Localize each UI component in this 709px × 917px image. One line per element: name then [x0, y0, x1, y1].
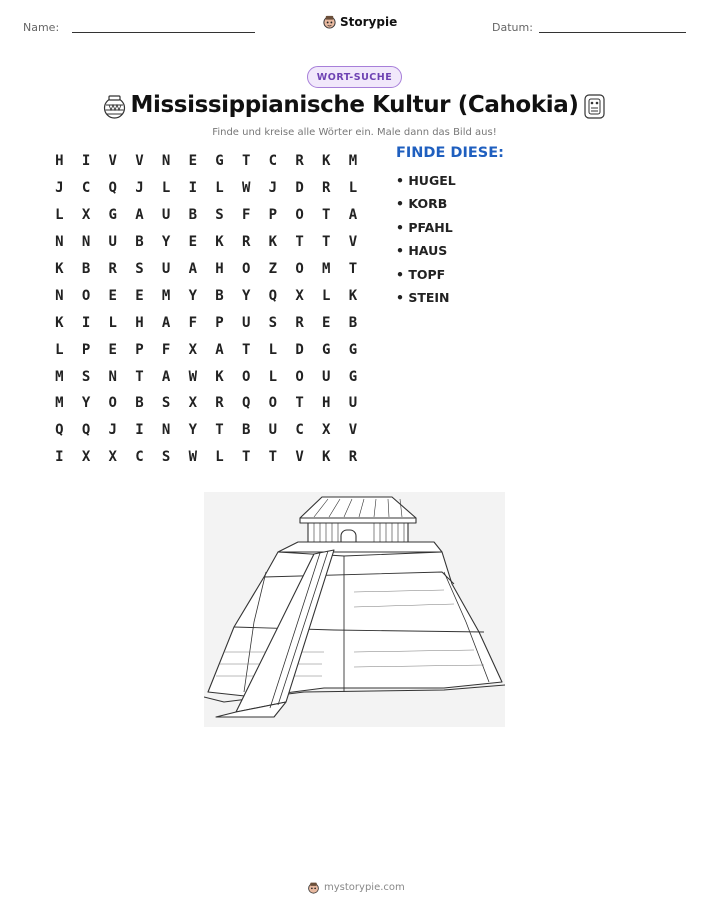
brand-logo [322, 14, 397, 29]
grid-letter[interactable]: F [241, 207, 251, 224]
grid-letter[interactable]: O [295, 207, 304, 224]
grid-letter[interactable]: A [188, 261, 197, 277]
grid-letter[interactable]: O [81, 287, 91, 304]
grid-letter[interactable]: O [295, 368, 304, 385]
grid-letter[interactable]: Q [241, 395, 251, 412]
grid-letter[interactable]: G [348, 341, 358, 358]
grid-letter[interactable]: K [215, 368, 224, 385]
grid-letter[interactable]: H [215, 261, 224, 277]
grid-letter[interactable]: T [295, 395, 304, 412]
grid-letter[interactable]: X [81, 449, 91, 466]
grid-letter[interactable]: A [215, 341, 224, 358]
carved-stone-icon [582, 93, 607, 120]
grid-letter[interactable]: A [161, 314, 171, 331]
grid-letter[interactable]: K [268, 234, 278, 251]
grid-letter[interactable]: I [135, 422, 144, 439]
grid-letter[interactable]: T [268, 449, 278, 466]
grid-letter[interactable]: B [135, 395, 144, 412]
grid-letter[interactable]: Y [188, 287, 197, 304]
grid-letter[interactable]: N [161, 153, 171, 170]
grid-letter[interactable]: E [188, 153, 197, 170]
grid-letter[interactable]: T [348, 261, 358, 277]
grid-letter[interactable]: Y [188, 422, 197, 439]
grid-letter[interactable]: B [81, 261, 91, 277]
grid-letter[interactable]: W [188, 368, 197, 385]
grid-letter[interactable]: Q [268, 287, 278, 304]
grid-letter[interactable]: V [135, 153, 144, 170]
storypie-mascot-icon [322, 14, 337, 29]
worksheet-type-badge: WORT-SUCHE [307, 66, 402, 88]
grid-letter[interactable]: L [215, 449, 224, 466]
grid-letter[interactable]: B [188, 207, 197, 224]
grid-letter[interactable]: L [268, 368, 278, 385]
word-list-title: FINDE DIESE: [396, 145, 504, 161]
grid-letter[interactable]: G [348, 368, 358, 385]
grid-letter[interactable]: S [161, 449, 171, 466]
grid-letter[interactable]: X [322, 422, 331, 439]
date-label: Datum: [492, 21, 533, 34]
page-title: Mississippianische Kultur (Cahokia) [130, 92, 579, 118]
grid-letter[interactable]: M [161, 287, 171, 304]
grid-letter[interactable]: V [295, 449, 304, 466]
grid-letter[interactable]: H [135, 314, 144, 331]
grid-letter[interactable]: S [81, 368, 91, 385]
grid-letter[interactable]: M [55, 395, 64, 412]
grid-letter[interactable]: O [268, 395, 278, 412]
grid-letter[interactable]: W [188, 449, 197, 466]
grid-letter[interactable]: A [161, 368, 171, 385]
brand-name: Storypie [340, 14, 398, 29]
grid-letter[interactable]: B [135, 234, 144, 251]
grid-letter[interactable]: D [295, 180, 304, 197]
grid-letter[interactable]: J [268, 180, 278, 197]
grid-letter[interactable]: H [55, 153, 64, 170]
word-list-item: • PFAHL [396, 219, 453, 235]
word-list-item: • HAUS [396, 243, 448, 259]
grid-letter[interactable]: Q [108, 180, 117, 197]
grid-letter[interactable]: N [81, 234, 91, 251]
word-list [396, 172, 456, 312]
grid-letter[interactable]: L [215, 180, 224, 197]
grid-letter[interactable]: L [322, 287, 331, 304]
grid-letter[interactable]: V [348, 422, 358, 439]
word-search-grid [46, 148, 366, 471]
grid-letter[interactable]: A [135, 207, 144, 224]
grid-letter[interactable]: X [81, 207, 91, 224]
grid-letter[interactable]: Y [81, 395, 91, 412]
grid-letter[interactable]: X [188, 395, 197, 412]
grid-letter[interactable]: K [215, 234, 224, 251]
grid-letter[interactable]: Y [161, 234, 171, 251]
grid-letter[interactable]: Y [241, 287, 251, 304]
grid-letter[interactable]: R [215, 395, 224, 412]
grid-letter[interactable]: R [295, 314, 304, 331]
grid-letter[interactable]: N [55, 287, 64, 304]
grid-letter[interactable]: J [108, 422, 117, 439]
grid-letter[interactable]: L [348, 180, 358, 197]
grid-letter[interactable]: U [161, 261, 171, 277]
name-line[interactable] [72, 32, 255, 33]
grid-letter[interactable]: X [295, 287, 304, 304]
grid-letter[interactable]: K [55, 261, 64, 277]
grid-letter[interactable]: O [108, 395, 117, 412]
grid-letter[interactable]: I [188, 180, 197, 197]
grid-letter[interactable]: N [108, 368, 117, 385]
footer [307, 881, 405, 894]
grid-letter[interactable]: L [55, 207, 64, 224]
grid-letter[interactable]: T [215, 422, 224, 439]
grid-letter[interactable]: M [348, 153, 358, 170]
grid-letter[interactable]: J [135, 180, 144, 197]
grid-letter[interactable]: D [295, 341, 304, 358]
grid-letter[interactable]: O [241, 261, 251, 277]
grid-letter[interactable]: T [322, 207, 331, 224]
grid-letter[interactable]: T [295, 234, 304, 251]
grid-letter[interactable]: V [108, 153, 117, 170]
grid-letter[interactable]: U [161, 207, 171, 224]
grid-letter[interactable]: V [348, 234, 358, 251]
grid-letter[interactable]: S [215, 207, 224, 224]
grid-letter[interactable]: L [268, 341, 278, 358]
grid-letter[interactable]: P [81, 341, 91, 358]
grid-letter[interactable]: R [241, 234, 251, 251]
grid-letter[interactable]: U [241, 314, 251, 331]
grid-letter[interactable]: A [348, 207, 358, 224]
grid-letter[interactable]: O [295, 261, 304, 277]
grid-letter[interactable]: T [241, 449, 251, 466]
grid-letter[interactable]: B [241, 422, 251, 439]
grid-letter[interactable]: T [241, 153, 251, 170]
grid-letter[interactable]: X [188, 341, 197, 358]
grid-letter[interactable]: U [268, 422, 278, 439]
grid-letter[interactable]: J [55, 180, 64, 197]
grid-letter[interactable]: F [188, 314, 197, 331]
grid-letter[interactable]: F [161, 341, 171, 358]
grid-letter[interactable]: E [188, 234, 197, 251]
grid-letter[interactable]: H [322, 395, 331, 412]
grid-letter[interactable]: E [108, 341, 117, 358]
word-list-item: • KORB [396, 196, 448, 212]
grid-letter[interactable]: R [295, 153, 304, 170]
grid-letter[interactable]: N [55, 234, 64, 251]
grid-letter[interactable]: O [241, 368, 251, 385]
grid-letter[interactable]: P [215, 314, 224, 331]
word-list-item: • HUGEL [396, 173, 456, 188]
grid-letter[interactable]: E [108, 287, 117, 304]
grid-letter[interactable]: K [348, 287, 358, 304]
grid-letter[interactable]: R [108, 261, 117, 277]
grid-letter[interactable]: I [81, 153, 91, 170]
grid-letter[interactable]: I [55, 449, 64, 466]
mound-temple-illustration [204, 492, 505, 727]
grid-letter[interactable]: L [161, 180, 171, 197]
grid-letter[interactable]: T [241, 341, 251, 358]
grid-letter[interactable]: X [108, 449, 117, 466]
grid-letter[interactable]: W [241, 180, 251, 197]
grid-letter[interactable]: Q [55, 422, 64, 439]
grid-letter[interactable]: U [322, 368, 331, 385]
grid-letter[interactable]: L [108, 314, 117, 331]
grid-letter[interactable]: S [135, 261, 144, 277]
grid-letter[interactable]: U [108, 234, 117, 251]
grid-letter[interactable]: E [135, 287, 144, 304]
grid-letter[interactable]: P [268, 207, 278, 224]
date-line[interactable] [539, 32, 686, 33]
grid-letter[interactable]: R [322, 180, 331, 197]
coloring-picture [204, 492, 505, 727]
grid-letter[interactable]: S [268, 314, 278, 331]
grid-letter[interactable]: G [215, 153, 224, 170]
grid-letter[interactable]: Q [81, 422, 91, 439]
grid-letter[interactable]: C [268, 153, 278, 170]
grid-letter[interactable]: G [108, 207, 117, 224]
name-label: Name: [23, 21, 60, 34]
grid-letter[interactable]: M [322, 261, 331, 277]
grid-letter[interactable]: K [322, 449, 331, 466]
instructions: Finde und kreise alle Wörter ein. Male dann das Bild aus! [212, 127, 497, 138]
grid-letter[interactable]: K [55, 314, 64, 331]
grid-letter[interactable]: T [322, 234, 331, 251]
grid-letter[interactable]: T [135, 368, 144, 385]
grid-letter[interactable]: B [348, 314, 358, 331]
grid-letter[interactable]: E [322, 314, 331, 331]
grid-letter[interactable]: I [81, 314, 91, 331]
grid-letter[interactable]: L [55, 341, 64, 358]
grid-letter[interactable]: C [135, 449, 144, 466]
grid-letter[interactable]: R [348, 449, 358, 466]
grid-letter[interactable]: M [55, 368, 64, 385]
storypie-mascot-icon [307, 881, 320, 894]
grid-letter[interactable]: Z [268, 261, 278, 277]
grid-letter[interactable]: N [161, 422, 171, 439]
grid-letter[interactable]: K [322, 153, 331, 170]
grid-letter[interactable]: C [81, 180, 91, 197]
grid-letter[interactable]: U [348, 395, 358, 412]
grid-letter[interactable]: C [295, 422, 304, 439]
footer-url: mystorypie.com [324, 882, 405, 893]
grid-letter[interactable]: G [322, 341, 331, 358]
grid-letter[interactable]: B [215, 287, 224, 304]
word-list-item: • TOPF [396, 266, 446, 282]
grid-letter[interactable]: P [135, 341, 144, 358]
grid-letter[interactable]: S [161, 395, 171, 412]
word-list-item: • STEIN [396, 289, 450, 305]
